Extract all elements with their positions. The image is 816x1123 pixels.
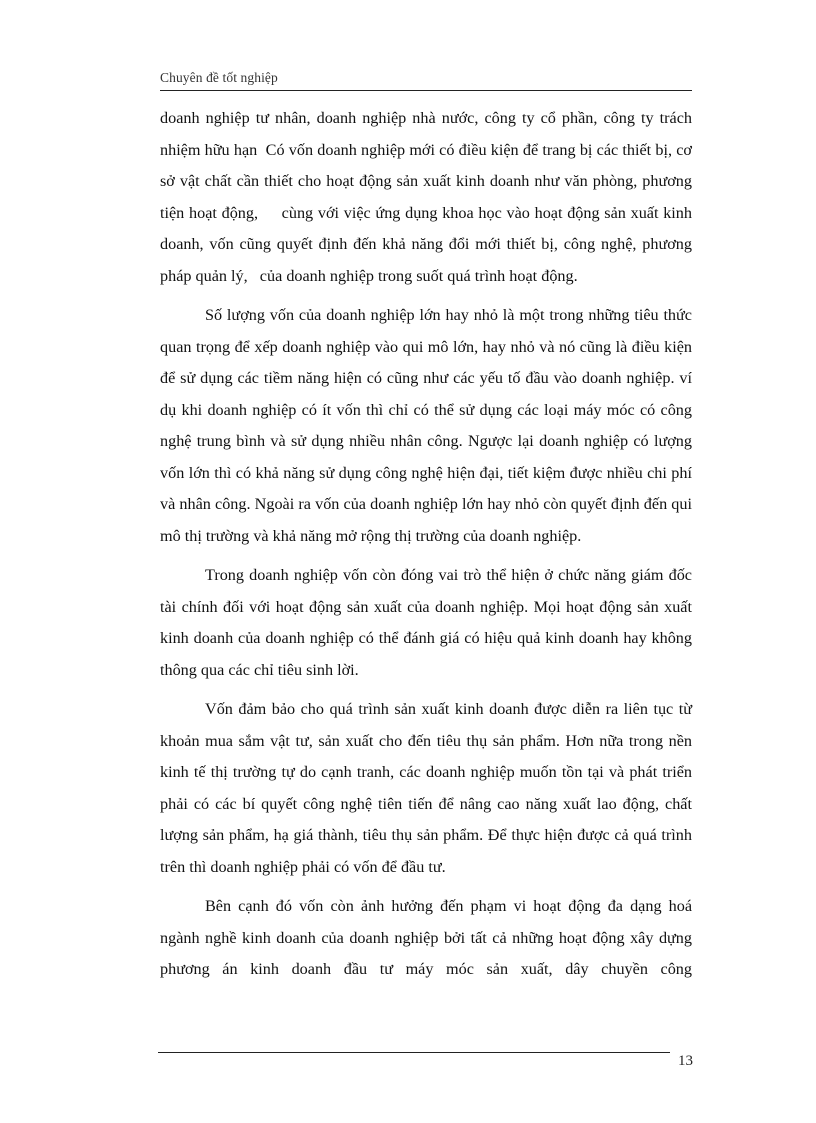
footer-rule xyxy=(158,1052,670,1053)
page-header xyxy=(160,64,692,91)
paragraph-5: Bên cạnh đó vốn còn ảnh hưởng đến phạm vi hoạt động đa dạng hoá ngành nghề kinh doanh của doanh nghiệp bởi tất cả những hoạt động xây dựng phương án kinh doanh đầu tư máy móc sản xuất, dây chuyền công xyxy=(160,897,692,978)
paragraph-4: Vốn đảm bảo cho quá trình sản xuất kinh doanh được diễn ra liên tục từ khoản mua sắm vật tư, sản xuất cho đến tiêu thụ sản phẩm. Hơn nữa trong nền kinh tế thị trường tự do cạnh tranh, các doanh nghiệp muốn tồn tại và phát triển phải có các bí quyết công nghệ tiên tiến để nâng cao năng xuất lao động, chất lượng sản phẩm, hạ giá thành, tiêu thụ sản phẩm. Để thực hiện được cả quá trình trên thì doanh nghiệp phải có vốn để đầu tư. xyxy=(160,700,692,876)
paragraph-2: Số lượng vốn của doanh nghiệp lớn hay nhỏ là một trong những tiêu thức quan trọng để xếp doanh nghiệp vào qui mô lớn, hay nhỏ và nó cũng là điều kiện để sử dụng các tiềm năng hiện có cũng như các yếu tố đầu vào doanh nghiệp. ví dụ khi doanh nghiệp có ít vốn thì chỉ có thể sử dụng các loại máy móc có công nghệ trung bình và sử dụng nhiều nhân công. Ngược lại doanh nghiệp có lượng vốn lớn thì có khả năng sử dụng công nghệ hiện đại, tiết kiệm được nhiều chi phí và nhân công. Ngoài ra vốn của doanh nghiệp lớn hay nhỏ còn quyết định đến qui mô thị trường và khả năng mở rộng thị trường của doanh nghiệp. xyxy=(160,306,692,545)
paragraph-1: doanh nghiệp tư nhân, doanh nghiệp nhà nước, công ty cổ phần, công ty trách nhiệm hữu hạn Có vốn doanh nghiệp mới có điều kiện để trang bị các thiết bị, cơ sở vật chất cần thiết cho hoạt động sản xuất kinh doanh như văn phòng, phương tiện hoạt động, cùng với việc ứng dụng khoa học vào hoạt động sản xuất kinh doanh, vốn cũng quyết định đến khả năng đổi mới thiết bị, công nghệ, phương pháp quản lý, của doanh nghiệp trong suốt quá trình hoạt động. xyxy=(160,109,697,285)
paragraph-3: Trong doanh nghiệp vốn còn đóng vai trò thể hiện ở chức năng giám đốc tài chính đối với hoạt động sản xuất của doanh nghiệp. Mọi hoạt động sản xuất kinh doanh của doanh nghiệp có thể đánh giá có hiệu quả kinh doanh hay không thông qua các chỉ tiêu sinh lời. xyxy=(160,566,692,679)
document-body xyxy=(160,103,697,986)
page-number: 13 xyxy=(678,1053,693,1069)
header-title: Chuyên đề tốt nghiệp xyxy=(160,70,278,85)
